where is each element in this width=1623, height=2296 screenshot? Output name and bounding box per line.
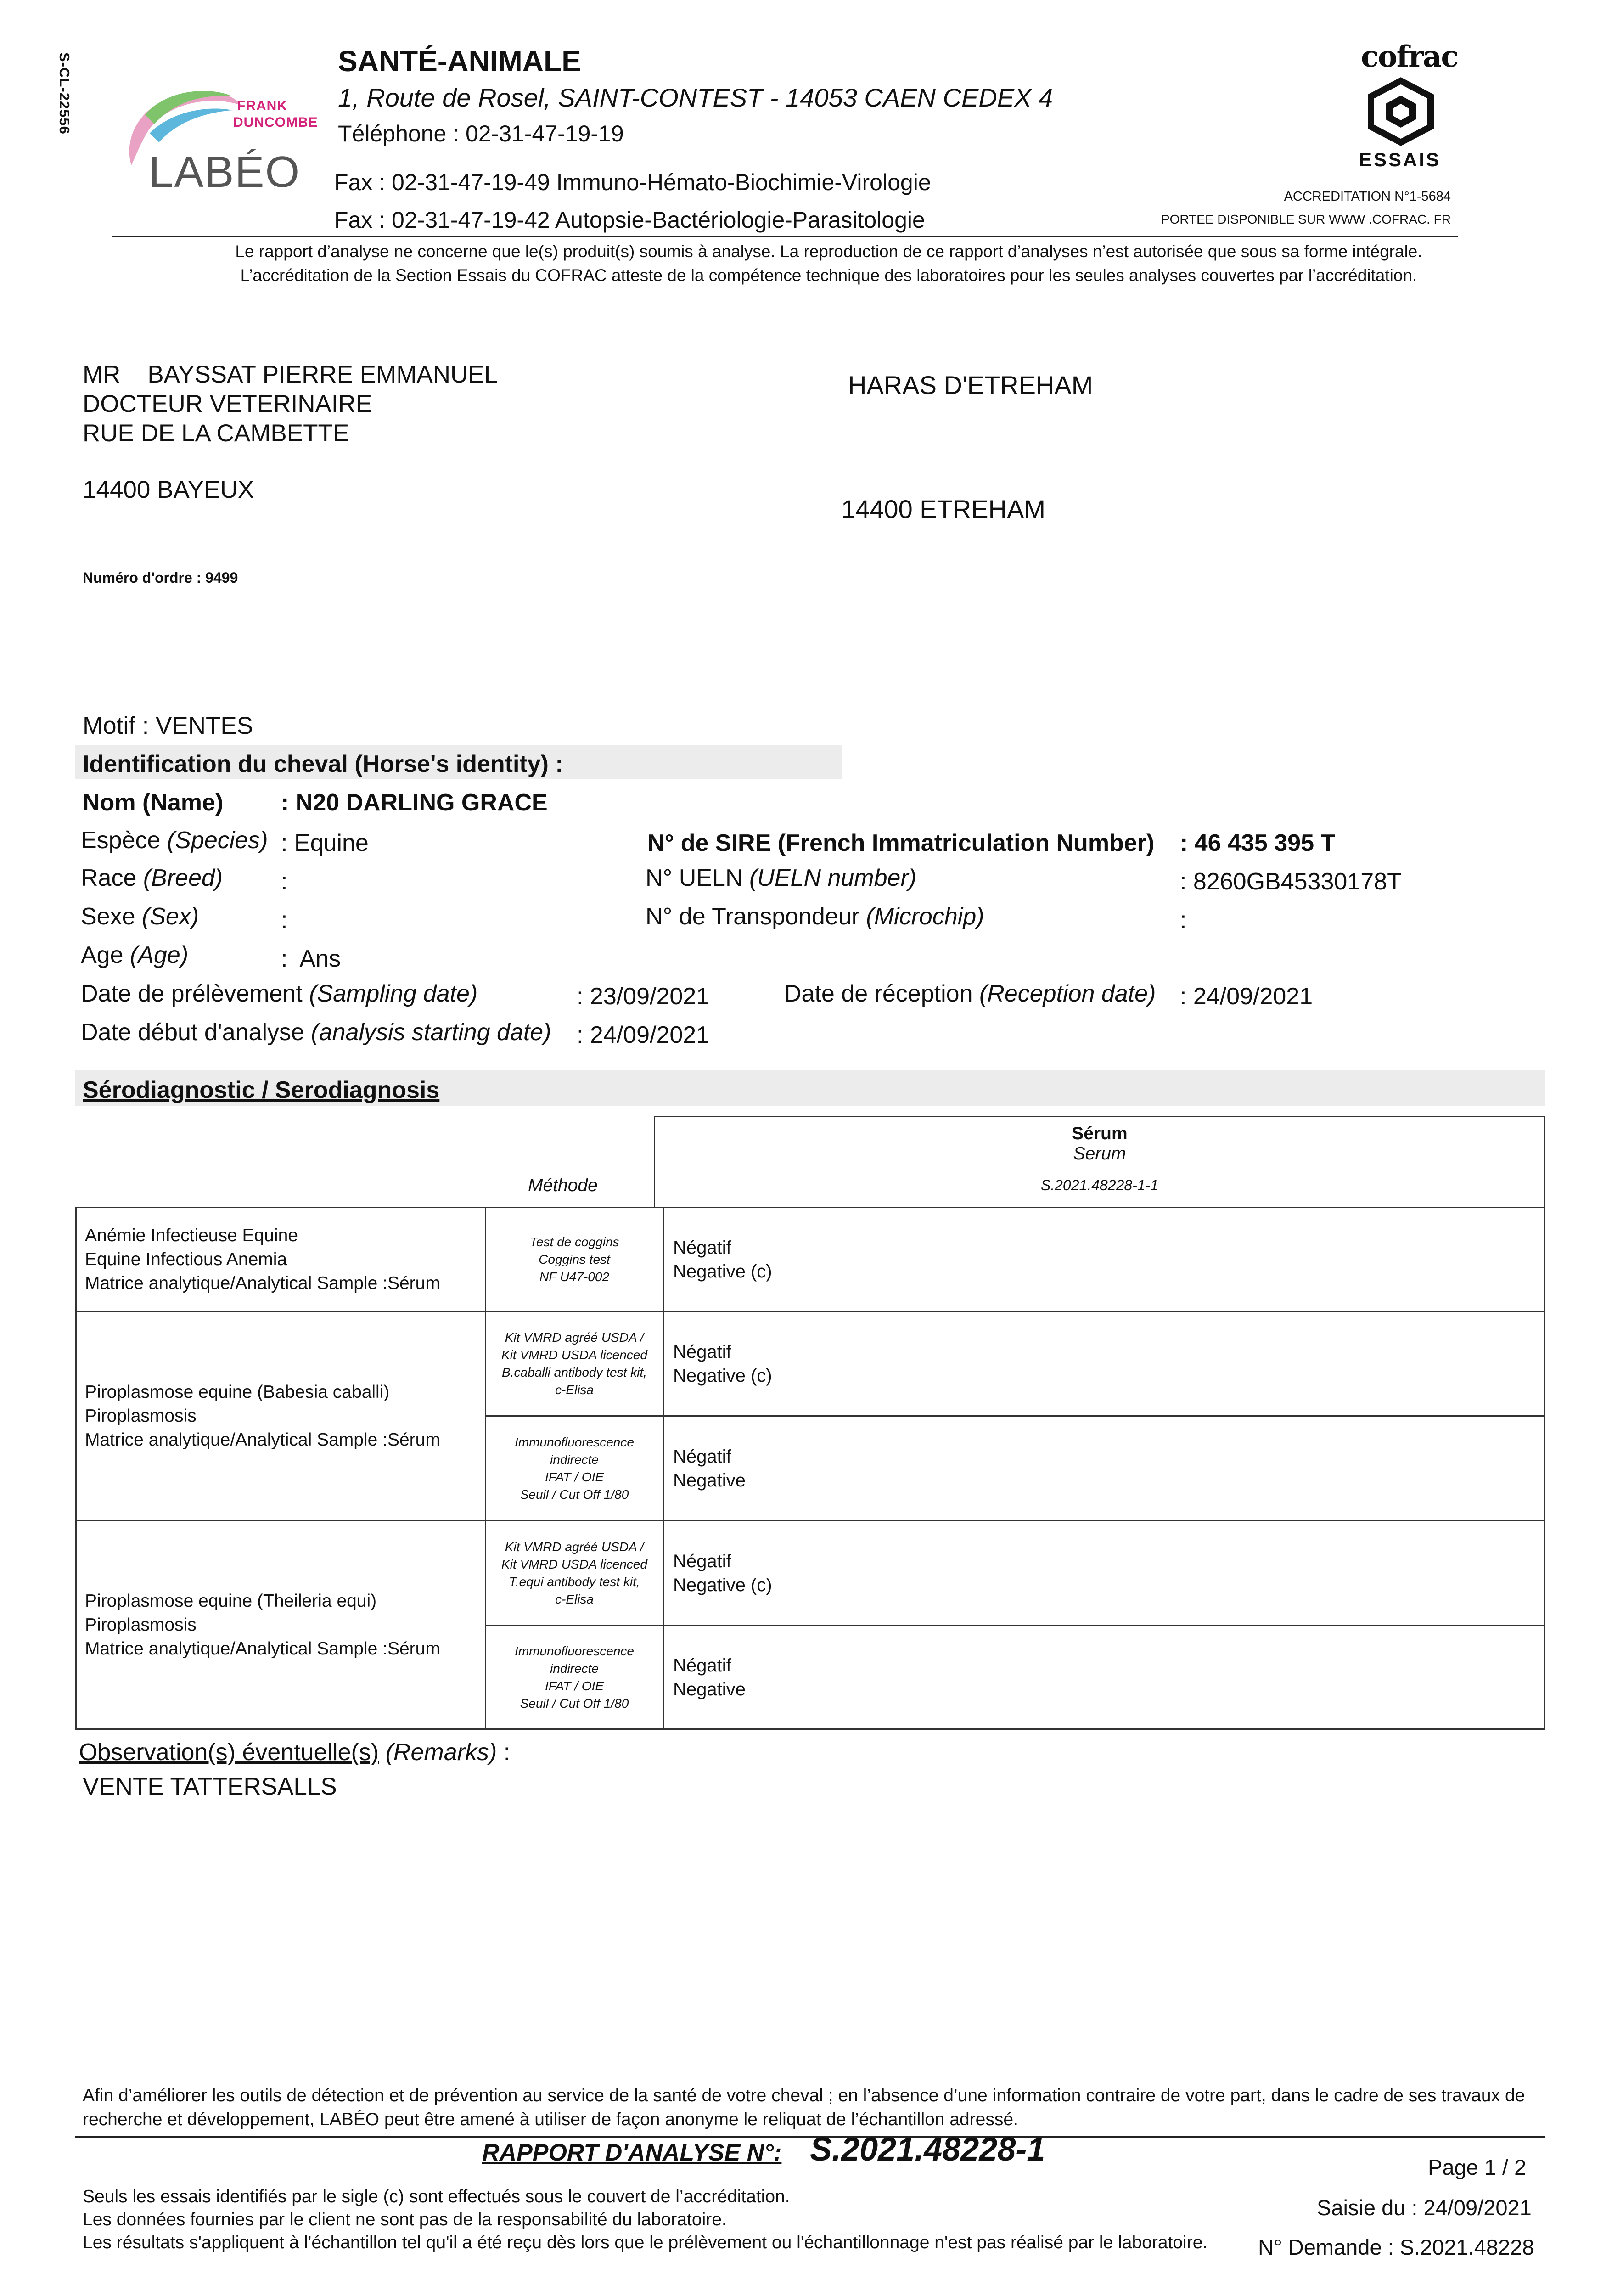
cofrac-hexagon-icon: [1357, 77, 1444, 146]
breed-label-en: (Breed): [143, 865, 223, 891]
species-label-fr: Espèce: [81, 827, 161, 854]
method-column-header: Méthode: [528, 1176, 598, 1195]
test-name-fr: Piroplasmose equine (Babesia caballi): [85, 1382, 390, 1402]
test-name-en: Piroplasmosis: [85, 1615, 197, 1635]
cofrac-logo: [1354, 39, 1458, 177]
footer-client-data-note: Les données fournies par le client ne sont pas de la responsabilité du laboratoire.: [83, 2210, 727, 2229]
method-line: NF U47-002: [539, 1269, 609, 1284]
breed-value: :: [281, 868, 288, 895]
method-line: Kit VMRD agréé USDA /: [505, 1539, 644, 1554]
sampling-label-en: (Sampling date): [309, 980, 478, 1007]
method-cell: [486, 1208, 663, 1311]
report-number: S.2021.48228-1: [810, 2131, 1045, 2168]
reception-date-label: [784, 980, 1156, 1007]
recipient-street: RUE DE LA CAMBETTE: [83, 420, 349, 447]
test-name-fr: Piroplasmose equine (Theileria equi): [85, 1591, 377, 1611]
cofrac-wordmark: cofrac: [1361, 39, 1458, 74]
method-line: IFAT / OIE: [545, 1469, 604, 1484]
test-name-en: Piroplasmosis: [85, 1406, 197, 1426]
lab-fax-immuno: Fax : 02-31-47-19-49 Immuno-Hémato-Biochimie-Virologie: [334, 169, 931, 195]
accreditation-number: ACCREDITATION N°1-5684: [1284, 189, 1451, 204]
method-line: Test de coggins: [529, 1234, 619, 1249]
sampling-date-label: [81, 980, 477, 1007]
age-label-fr: Age: [81, 942, 124, 968]
recipient-city: 14400 BAYEUX: [83, 476, 254, 503]
recipient-name: MR BAYSSAT PIERRE EMMANUEL: [83, 361, 498, 388]
transponder-label: [646, 903, 984, 930]
sex-value: :: [281, 907, 288, 934]
result-fr: Négatif: [673, 1655, 731, 1676]
order-number: Numéro d'ordre : 9499: [83, 569, 238, 586]
page-indicator: Page 1 / 2: [1428, 2155, 1527, 2179]
breed-label-fr: Race: [81, 865, 137, 891]
remarks-label-fr: Observation(s) éventuelle(s): [79, 1739, 379, 1766]
ueln-label: [646, 864, 916, 892]
owner-city: 14400 ETREHAM: [841, 495, 1046, 523]
method-line: Kit VMRD agréé USDA /: [505, 1330, 644, 1345]
test-name-cell: [76, 1521, 486, 1729]
result-en: Negative: [673, 1679, 746, 1699]
result-cell: [663, 1416, 1545, 1521]
reception-label-fr: Date de réception: [784, 980, 973, 1007]
remarks-label-en: (Remarks): [385, 1739, 497, 1766]
result-fr: Négatif: [673, 1551, 731, 1571]
sire-value: : 46 435 395 T: [1180, 830, 1336, 856]
ueln-label-fr: N° UELN: [646, 865, 743, 891]
serum-column-subtitle: Serum: [1073, 1144, 1126, 1164]
test-name-fr: Anémie Infectieuse Equine: [85, 1225, 298, 1245]
method-line: c-Elisa: [555, 1592, 594, 1606]
reception-date-value: : 24/09/2021: [1180, 983, 1313, 1010]
request-number: N° Demande : S.2021.48228: [1258, 2235, 1534, 2259]
partner-name-line1: FRANK: [237, 98, 287, 113]
method-cell: [486, 1416, 663, 1521]
side-reference-code: S-CL-22556: [56, 52, 73, 135]
method-cell: [486, 1521, 663, 1626]
method-line: Coggins test: [539, 1252, 610, 1266]
transponder-value: :: [1180, 907, 1187, 934]
result-fr: Négatif: [673, 1237, 731, 1258]
analysis-label-en: (analysis starting date): [311, 1019, 551, 1046]
legal-disclaimer: [92, 240, 1566, 287]
method-line: c-Elisa: [555, 1382, 594, 1397]
age-label-en: (Age): [129, 942, 189, 968]
sex-label-fr: Sexe: [81, 903, 135, 930]
remarks-colon: :: [497, 1739, 511, 1766]
analysis-date-label: [81, 1019, 551, 1046]
result-fr: Négatif: [673, 1341, 731, 1362]
test-matrix: Matrice analytique/Analytical Sample :Sérum: [85, 1273, 440, 1293]
method-line: Seuil / Cut Off 1/80: [520, 1696, 629, 1711]
sex-label-en: (Sex): [141, 903, 199, 930]
test-matrix: Matrice analytique/Analytical Sample :Sérum: [85, 1429, 440, 1450]
research-notice: Afin d’améliorer les outils de détection et de prévention au service de la santé de votre cheval ; en l’absence d’une information contraire de votre part, dans le cadre de ses travaux de recherche et développement, LABÉO peut être amené à utiliser de façon anonyme le reliquat de l’échantillon adressé.: [83, 2086, 1525, 2129]
test-name-cell: [76, 1208, 486, 1311]
age-value: : Ans: [281, 945, 341, 972]
header-divider: [112, 236, 1458, 237]
method-line: B.caballi antibody test kit,: [502, 1365, 647, 1379]
result-fr: Négatif: [673, 1446, 731, 1467]
remarks-value: VENTE TATTERSALLS: [83, 1773, 337, 1800]
labeo-wordmark: LABÉO: [149, 147, 301, 197]
species-value: : Equine: [281, 830, 369, 856]
table-row: [76, 1311, 1545, 1416]
method-line: IFAT / OIE: [545, 1678, 604, 1693]
motif: Motif : VENTES: [83, 712, 253, 739]
lab-title: SANTÉ-ANIMALE: [338, 45, 581, 78]
recipient-address: [83, 360, 498, 448]
horse-name-value: : N20 DARLING GRACE: [281, 789, 548, 816]
sex-label: [81, 903, 199, 930]
breed-label: [81, 864, 223, 892]
test-name-cell: [76, 1311, 486, 1521]
cofrac-essais-label: ESSAIS: [1359, 149, 1441, 170]
test-name-en: Equine Infectious Anemia: [85, 1249, 287, 1269]
result-en: Negative (c): [673, 1575, 772, 1595]
species-label-en: (Species): [167, 827, 268, 854]
sire-label: N° de SIRE (French Immatriculation Number): [647, 830, 1155, 856]
lab-telephone: Téléphone : 02-31-47-19-19: [338, 121, 624, 146]
method-cell: [486, 1311, 663, 1416]
result-en: Negative (c): [673, 1365, 772, 1386]
lab-address: 1, Route de Rosel, SAINT-CONTEST - 14053 CAEN CEDEX 4: [338, 83, 1053, 112]
result-cell: [663, 1521, 1545, 1626]
age-label: [81, 941, 188, 969]
test-matrix: Matrice analytique/Analytical Sample :Sérum: [85, 1638, 440, 1659]
ueln-value: : 8260GB45330178T: [1180, 868, 1402, 895]
sampling-date-value: : 23/09/2021: [577, 983, 710, 1010]
disclaimer-line1: Le rapport d’analyse ne concerne que le(s) produit(s) soumis à analyse. La reproduction de ce rapport d’analyses n’est autorisée que sous sa forme intégrale.: [235, 242, 1422, 261]
remarks-label: [79, 1739, 510, 1766]
recipient-title: DOCTEUR VETERINAIRE: [83, 390, 372, 417]
table-row: [76, 1208, 1545, 1311]
report-number-label: RAPPORT D'ANALYSE N°:: [482, 2139, 782, 2166]
serum-column-header: [654, 1116, 1545, 1207]
labeo-logo: [118, 78, 329, 207]
owner-name: HARAS D'ETREHAM: [848, 371, 1093, 400]
lab-fax-autopsie: Fax : 02-31-47-19-42 Autopsie-Bactériologie-Parasitologie: [334, 207, 925, 233]
method-line: Kit VMRD USDA licenced: [501, 1347, 647, 1362]
reception-label-en: (Reception date): [979, 980, 1156, 1007]
transponder-label-en: (Microchip): [866, 903, 984, 930]
result-cell: [663, 1311, 1545, 1416]
disclaimer-line2: L’accréditation de la Section Essais du COFRAC atteste de la compétence technique des laboratoires pour les seules analyses couvertes par l’accréditation.: [240, 266, 1417, 285]
method-line: indirecte: [550, 1661, 599, 1676]
table-row: [76, 1521, 1545, 1626]
method-cell: [486, 1626, 663, 1729]
result-cell: [663, 1626, 1545, 1729]
serum-column-title: Sérum: [1072, 1124, 1128, 1143]
footer-accreditation-note: Seuls les essais identifiés par le sigle (c) sont effectués sous le couvert de l’accréditation.: [83, 2187, 790, 2206]
results-table: [75, 1207, 1545, 1730]
identification-title: Identification du cheval (Horse's identity) :: [83, 751, 563, 777]
transponder-label-fr: N° de Transpondeur: [646, 903, 859, 930]
analysis-label-fr: Date début d'analyse: [81, 1019, 304, 1046]
ueln-label-en: (UELN number): [749, 865, 917, 891]
method-line: T.equi antibody test kit,: [509, 1574, 640, 1589]
sampling-label-fr: Date de prélèvement: [81, 980, 303, 1007]
method-line: Seuil / Cut Off 1/80: [520, 1487, 629, 1502]
analysis-date-value: : 24/09/2021: [577, 1022, 710, 1048]
entry-date: Saisie du : 24/09/2021: [1317, 2195, 1532, 2220]
species-label: [81, 827, 268, 854]
method-line: Immunofluorescence: [515, 1435, 634, 1449]
method-line: Kit VMRD USDA licenced: [501, 1557, 647, 1571]
method-line: Immunofluorescence: [515, 1643, 634, 1658]
footer-sample-note: Les résultats s'appliquent à l'échantillon tel qu'il a été reçu dès lors que le prélèvement ou l'échantillonnage n'est pas réalisé par le laboratoire.: [83, 2233, 1208, 2252]
cofrac-portee-link[interactable]: PORTEE DISPONIBLE SUR WWW .COFRAC. FR: [1161, 212, 1451, 226]
partner-name-line2: DUNCOMBE: [233, 115, 318, 130]
sample-reference: S.2021.48228-1-1: [1040, 1177, 1159, 1193]
result-en: Negative (c): [673, 1261, 772, 1282]
method-line: indirecte: [550, 1452, 599, 1467]
horse-name-label: Nom (Name): [83, 789, 224, 816]
result-cell: [663, 1208, 1545, 1311]
serodiagnostic-title: Sérodiagnostic / Serodiagnosis: [83, 1077, 440, 1103]
result-en: Negative: [673, 1470, 746, 1491]
